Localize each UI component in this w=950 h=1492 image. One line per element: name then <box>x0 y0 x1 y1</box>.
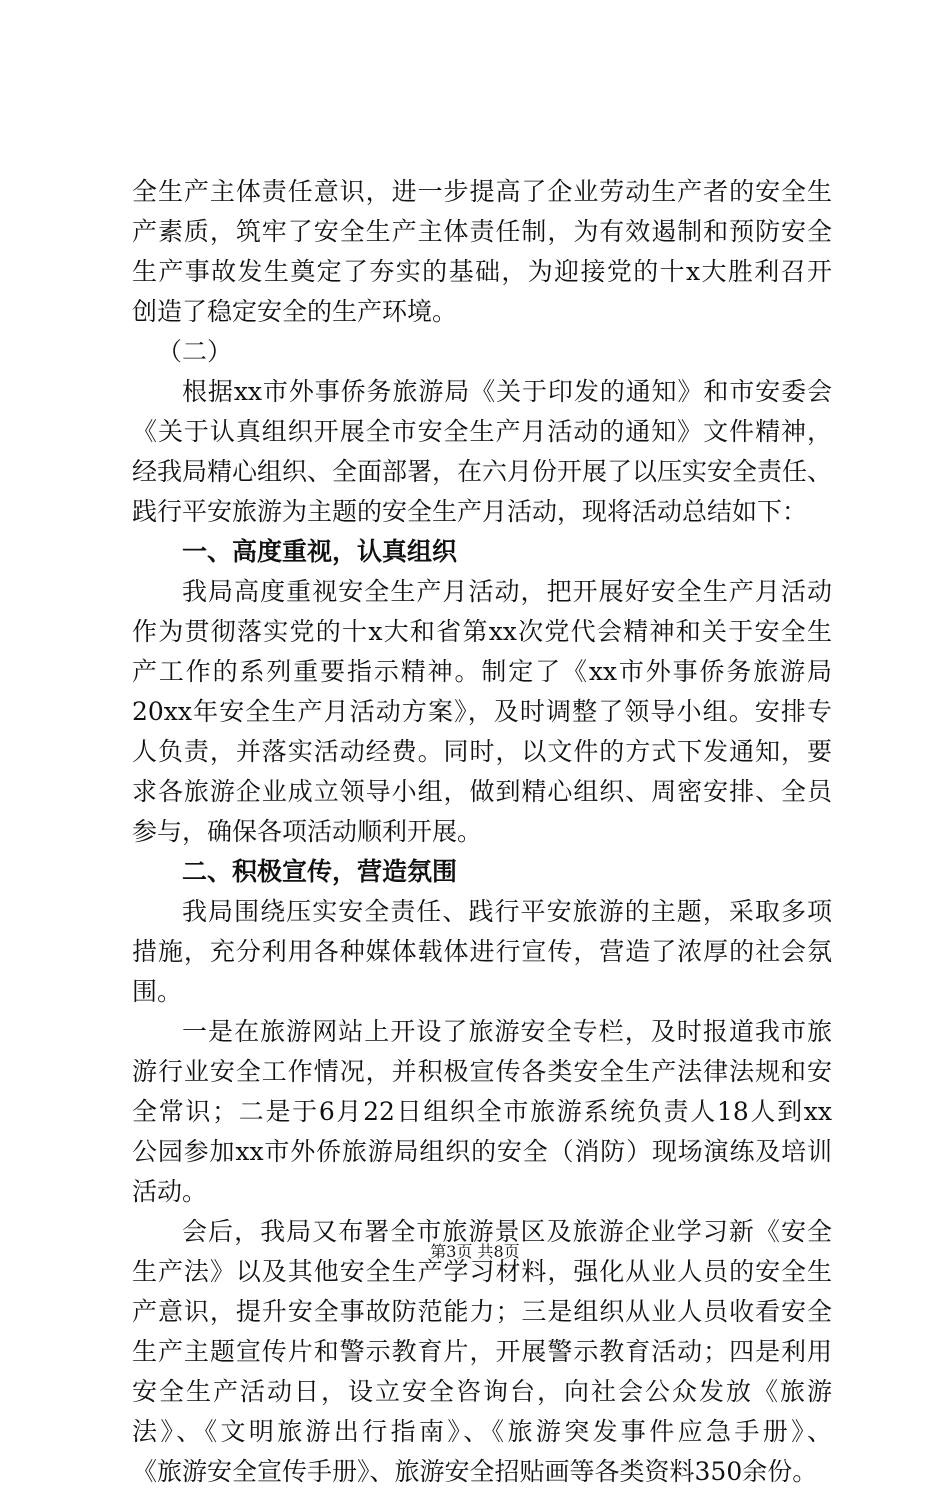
body-text-line: 参与，确保各项活动顺利开展。 <box>132 817 483 846</box>
document-body <box>132 172 832 1492</box>
section-heading: 一、高度重视，认真组织 <box>182 537 458 566</box>
body-text-line: 生产主题宣传片和警示教育片，开展警示教育活动；四是利用 <box>132 1337 832 1366</box>
body-text-line: 措施，充分利用各种媒体载体进行宣传，营造了浓厚的社会氛 <box>132 937 832 966</box>
body-text-line: 根据xx市外事侨务旅游局《关于印发的通知》和市安委会 <box>182 377 832 406</box>
body-text-line: 会后，我局又布署全市旅游景区及旅游企业学习新《安全 <box>182 1217 832 1246</box>
body-text-line: 生产事故发生奠定了夯实的基础，为迎接党的十x大胜利召开 <box>132 257 832 286</box>
body-text-line: 人负责，并落实活动经费。同时，以文件的方式下发通知，要 <box>132 737 832 766</box>
body-text-line: 作为贯彻落实党的十x大和省第xx次党代会精神和关于安全生 <box>132 617 832 646</box>
page-footer: 第3页 共8页 <box>430 1242 520 1261</box>
body-text-line: 产素质，筑牢了安全生产主体责任制，为有效遏制和预防安全 <box>132 217 832 246</box>
body-text-line: 我局高度重视安全生产月活动，把开展好安全生产月活动 <box>182 577 832 606</box>
body-text-line: 游行业安全工作情况，并积极宣传各类安全生产法律法规和安 <box>132 1057 832 1086</box>
body-text-line: 践行平安旅游为主题的安全生产月活动，现将活动总结如下： <box>132 497 808 526</box>
body-text-line: 创造了稳定安全的生产环境。 <box>132 297 458 326</box>
body-text-line: 法》、《文明旅游出行指南》、《旅游突发事件应急手册》、 <box>132 1417 832 1446</box>
body-text-line: 求各旅游企业成立领导小组，做到精心组织、周密安排、全员 <box>132 777 832 806</box>
body-text-line: 围。 <box>132 977 183 1006</box>
body-text-line: 《旅游安全宣传手册》、旅游安全招贴画等各类资料350余份。 <box>132 1457 818 1486</box>
body-text-line: 产工作的系列重要指示精神。制定了《xx市外事侨务旅游局 <box>132 657 832 686</box>
body-text-line: 生产法》以及其他安全生产学习材料，强化从业人员的安全生 <box>132 1257 832 1286</box>
body-text-line: 安全生产活动日，设立安全咨询台，向社会公众发放《旅游 <box>132 1377 832 1406</box>
body-text-line: 一是在旅游网站上开设了旅游安全专栏，及时报道我市旅 <box>182 1017 832 1046</box>
body-text-line: 全常识；二是于6月22日组织全市旅游系统负责人18人到xx <box>132 1097 832 1126</box>
body-text-line: 产意识，提升安全事故防范能力；三是组织从业人员收看安全 <box>132 1297 832 1326</box>
body-text-line: 公园参加xx市外侨旅游局组织的安全（消防）现场演练及培训 <box>132 1137 832 1166</box>
body-text-line: 20xx年安全生产月活动方案》，及时调整了领导小组。安排专 <box>132 697 832 726</box>
body-text-line: 全生产主体责任意识，进一步提高了企业劳动生产者的安全生 <box>132 177 832 206</box>
body-text-line: 我局围绕压实安全责任、践行平安旅游的主题，采取多项 <box>182 897 832 926</box>
body-text-line: 经我局精心组织、全面部署，在六月份开展了以压实安全责任、 <box>132 457 833 486</box>
body-text-line: （二） <box>157 337 233 366</box>
body-text-line: 活动。 <box>132 1177 208 1206</box>
section-heading: 二、积极宣传，营造氛围 <box>182 857 458 886</box>
body-text-line: 《关于认真组织开展全市安全生产月活动的通知》文件精神， <box>132 417 832 446</box>
